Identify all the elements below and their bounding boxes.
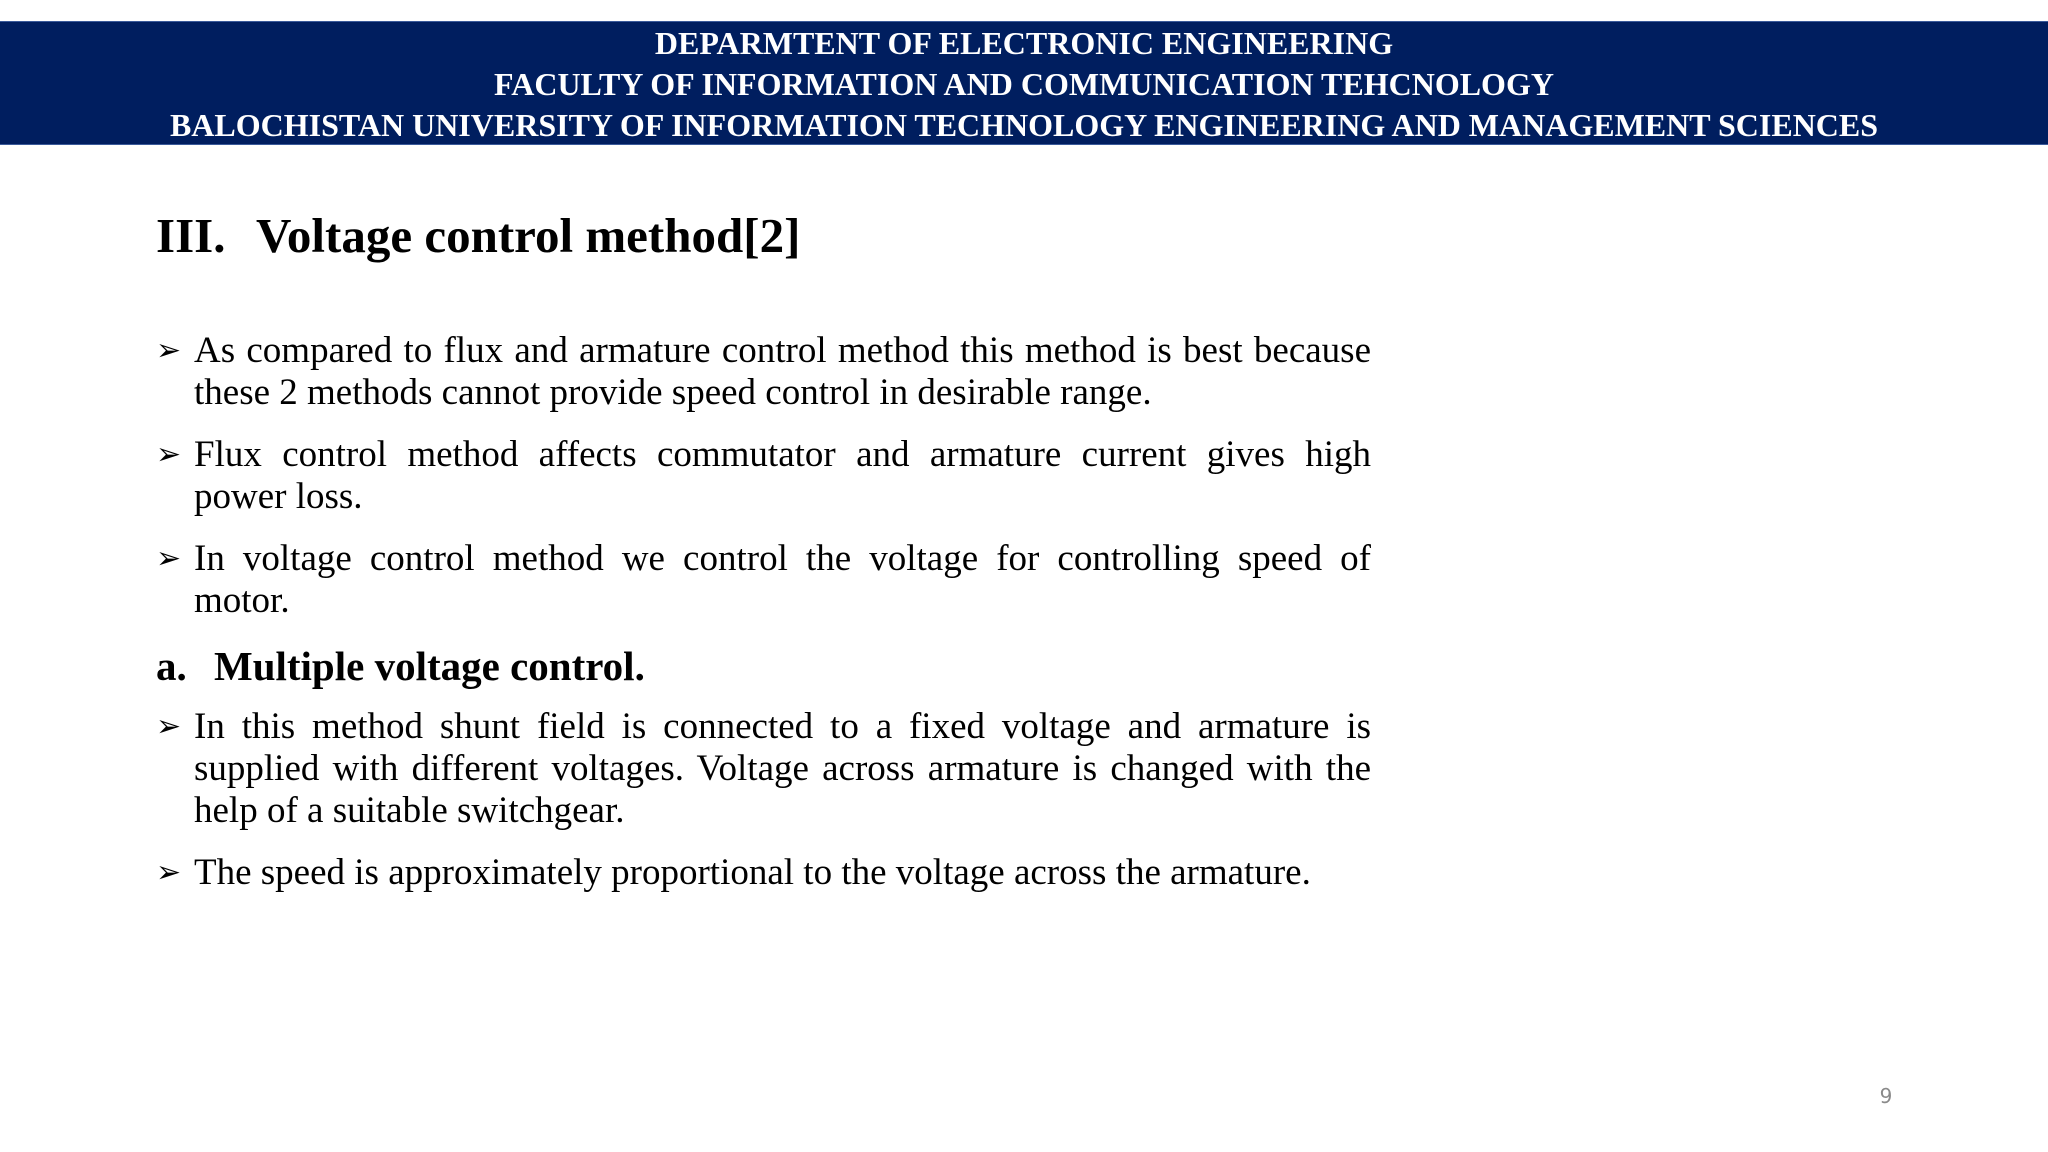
slide-title-text: Voltage control method[2] [256,208,801,263]
bullet-item [156,706,1371,832]
slide-title [156,205,800,267]
bullet-item [156,434,1371,518]
page-number: 9 [1879,1084,1893,1108]
slide-title-number: III. [156,208,226,263]
arrow-bullet-icon: ➢ [156,437,182,472]
arrow-bullet-icon: ➢ [156,855,182,890]
arrow-bullet-icon: ➢ [156,333,182,368]
bullet-text: In this method shunt field is connected to a fixed voltage and armature is supplied with different voltages. Voltage across armature is changed with the help of a suitable switchgear. [194,706,1371,831]
department-name: DEPARMTENT OF ELECTRONIC ENGINEERING [654,25,1394,61]
arrow-bullet-icon: ➢ [156,709,182,744]
university-name: BALOCHISTAN UNIVERSITY OF INFORMATION TECHNOLOGY ENGINEERING AND MANAGEMENT SCIENCES [169,107,1879,143]
top-margin [0,0,2048,20]
slide-content [156,330,1371,914]
bullet-text: As compared to flux and armature control method this method is best because these 2 methods cannot provide speed control in desirable range. [194,330,1371,413]
arrow-bullet-icon: ➢ [156,541,182,576]
bullet-item [156,330,1371,414]
bullet-text: The speed is approximately proportional to the voltage across the armature. [194,852,1311,893]
subsection-text: Multiple voltage control. [214,643,645,689]
faculty-name: FACULTY OF INFORMATION AND COMMUNICATION TEHCNOLOGY [494,66,1554,102]
bullet-item [156,538,1371,622]
bullet-item [156,852,1371,894]
header-banner [0,21,2048,145]
bullet-text: Flux control method affects commutator and armature current gives high power loss. [194,434,1371,517]
bullet-text: In voltage control method we control the voltage for controlling speed of motor. [194,538,1371,621]
subsection-number: a. [156,643,187,689]
subsection-heading [156,642,1371,690]
